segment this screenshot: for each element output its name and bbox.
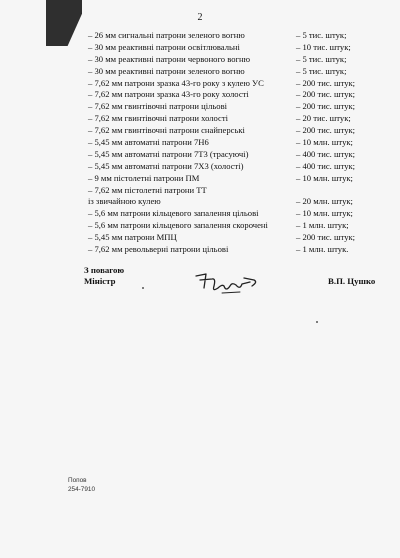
item-quantity: – 200 тис. штук;	[296, 77, 356, 88]
item-quantity: – 1 млн. штук;	[296, 220, 349, 231]
list-item	[88, 185, 388, 197]
item-description: – 30 мм реактивні патрони зеленого вогню	[88, 65, 245, 76]
item-quantity: – 1 млн. штук.	[296, 244, 349, 255]
list-item	[88, 89, 388, 101]
list-item	[88, 137, 388, 149]
list-item	[88, 54, 388, 66]
item-quantity: – 400 тис. штук;	[296, 160, 356, 171]
list-item	[88, 125, 388, 137]
item-description: – 5,45 мм автоматні патрони 7Н6	[88, 137, 209, 148]
item-description: – 7,62 мм патрони зразка 43-го року холості	[88, 89, 249, 100]
item-quantity: – 200 тис. штук;	[296, 232, 356, 243]
item-description: – 5,45 мм автоматні патрони 7Х3 (холості)	[88, 160, 244, 171]
list-item	[88, 78, 388, 90]
item-quantity: – 10 тис. штук;	[296, 41, 351, 52]
ammunition-list	[88, 30, 388, 256]
item-description: – 30 мм реактивні патрони освітлювальні	[88, 41, 240, 52]
scan-speck	[316, 321, 318, 323]
item-description: – 7,62 мм гвинтівочні патрони снайперські	[88, 125, 245, 136]
item-quantity: – 5 тис. штук;	[296, 65, 347, 76]
footer-note	[68, 476, 95, 494]
scan-speck	[142, 287, 144, 289]
item-description: – 5,45 мм автоматні патрони 7Т3 (трасуючі)	[88, 148, 249, 159]
closing-text: З повагою	[84, 265, 125, 275]
signer-name: В.П. Цушко	[328, 276, 376, 286]
list-item	[88, 161, 388, 173]
list-item	[88, 30, 388, 42]
list-item	[88, 42, 388, 54]
item-quantity: – 400 тис. штук;	[296, 148, 356, 159]
item-description: – 7,62 мм револьверні патрони цільові	[88, 244, 229, 255]
item-description: – 7,62 мм патрони зразка 43-го року з кулею УС	[88, 77, 264, 88]
item-description: із звичайною кулею	[88, 196, 161, 207]
list-item	[88, 244, 388, 256]
item-description: – 30 мм реактивні патрони червоного вогню	[88, 53, 251, 64]
list-item	[88, 196, 388, 208]
item-description: – 9 мм пістолетні патрони ПМ	[88, 172, 200, 183]
item-quantity: – 5 тис. штук;	[296, 53, 347, 64]
item-quantity: – 20 млн. штук;	[296, 196, 353, 207]
list-item	[88, 101, 388, 113]
item-description: – 5,6 мм патрони кільцевого запалення скорочені	[88, 220, 268, 231]
list-item	[88, 220, 388, 232]
list-item	[88, 208, 388, 220]
item-description: – 26 мм сигнальні патрони зеленого вогню	[88, 30, 245, 40]
list-item	[88, 232, 388, 244]
list-item	[88, 113, 388, 125]
item-description: – 5,6 мм патрони кільцевого запалення цільові	[88, 208, 259, 219]
item-quantity: – 10 млн. штук;	[296, 137, 353, 148]
footer-phone: 254-7910	[68, 486, 96, 493]
list-item	[88, 149, 388, 161]
list-item	[88, 66, 388, 78]
item-quantity: – 200 тис. штук;	[296, 101, 356, 112]
footer-author: Попов	[68, 477, 87, 484]
item-quantity: – 20 тис. штук;	[296, 113, 351, 124]
item-quantity: – 10 млн. штук;	[296, 208, 353, 219]
scan-corner-mark	[46, 0, 82, 46]
item-quantity: – 10 млн. штук;	[296, 172, 353, 183]
handwritten-signature	[192, 266, 262, 296]
item-quantity: – 200 тис. штук;	[296, 89, 356, 100]
item-description: – 5,45 мм патрони МПЦ	[88, 232, 177, 243]
item-quantity: – 5 тис. штук;	[296, 30, 347, 40]
list-item	[88, 173, 388, 185]
page-number: 2	[197, 12, 203, 23]
item-description: – 7,62 мм пістолетні патрони ТТ	[88, 184, 207, 195]
item-description: – 7,62 мм гвинтівочні патрони холості	[88, 113, 229, 124]
item-description: – 7,62 мм гвинтівочні патрони цільові	[88, 101, 228, 112]
signer-title: Міністр	[84, 276, 116, 286]
item-quantity: – 200 тис. штук;	[296, 125, 356, 136]
